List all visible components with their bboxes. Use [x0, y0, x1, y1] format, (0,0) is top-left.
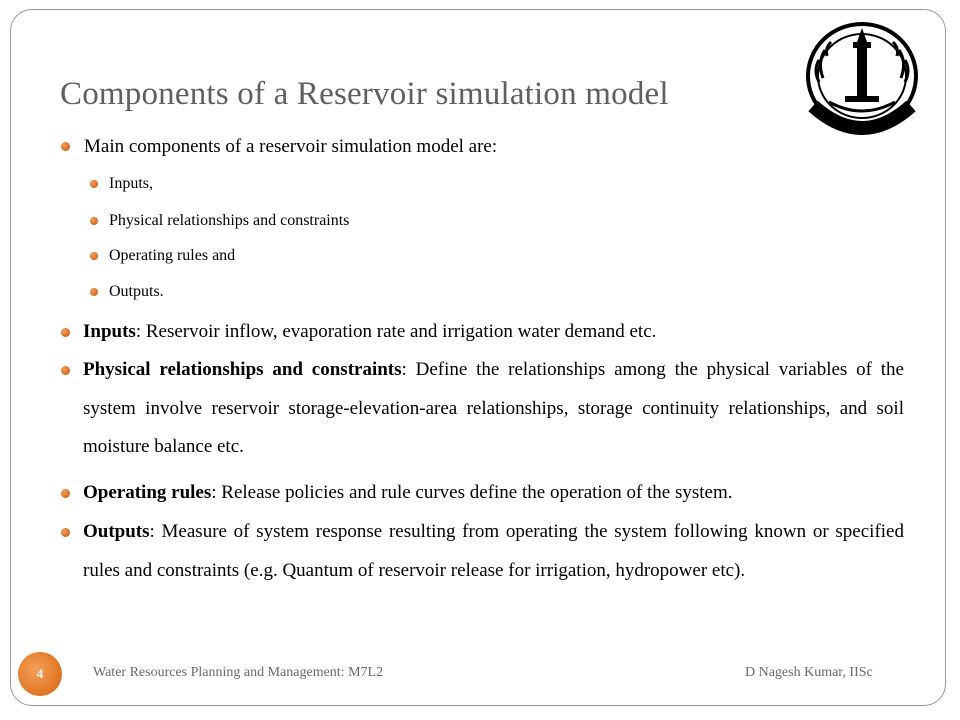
page-number-badge [18, 652, 62, 696]
point-inputs [83, 313, 904, 352]
point-physical [83, 351, 904, 467]
bullet-icon [61, 142, 70, 151]
bullet-icon [90, 180, 98, 188]
sub-item: Physical relationships and constraints [109, 212, 350, 229]
footer-author: D Nagesh Kumar, IISc [745, 665, 873, 680]
sub-item: Outputs. [109, 283, 164, 300]
point-text: : Release policies and rule curves define the operation of the system. [211, 482, 733, 503]
point-term: Outputs [83, 521, 150, 542]
point-term: Physical relationships and constraints [83, 359, 402, 380]
point-term: Operating rules [83, 482, 212, 503]
point-term: Inputs [83, 321, 136, 342]
sub-item: Operating rules and [109, 247, 236, 264]
point-outputs [83, 513, 904, 590]
iisc-logo [799, 20, 927, 138]
bullet-icon [90, 217, 98, 225]
sub-item: Inputs, [109, 175, 153, 192]
intro-text: Main components of a reservoir simulation model are: [84, 136, 498, 157]
slide-title: Components of a Reservoir simulation model [60, 76, 669, 112]
point-text: : Measure of system response resulting from operating the system following known or specified rules and constraints (e.g. Quantum of reservoir release for irrigation, hydropower etc). [83, 521, 904, 581]
bullet-icon [61, 366, 70, 375]
point-text: : Reservoir inflow, evaporation rate and irrigation water demand etc. [135, 321, 657, 342]
bullet-icon [61, 489, 70, 498]
bullet-icon [90, 288, 98, 296]
bullet-icon [61, 528, 70, 537]
point-text: : Define the relationships among the physical variables of the system involve reservoir storage-elevation-area relationships, storage continuity relationships, and soil moisture balance etc. [83, 359, 904, 457]
page-number: 4 [36, 666, 44, 681]
point-operating [83, 474, 904, 513]
bullet-icon [61, 328, 70, 337]
footer-course: Water Resources Planning and Management: M7L2 [93, 665, 384, 680]
bullet-icon [90, 252, 98, 260]
